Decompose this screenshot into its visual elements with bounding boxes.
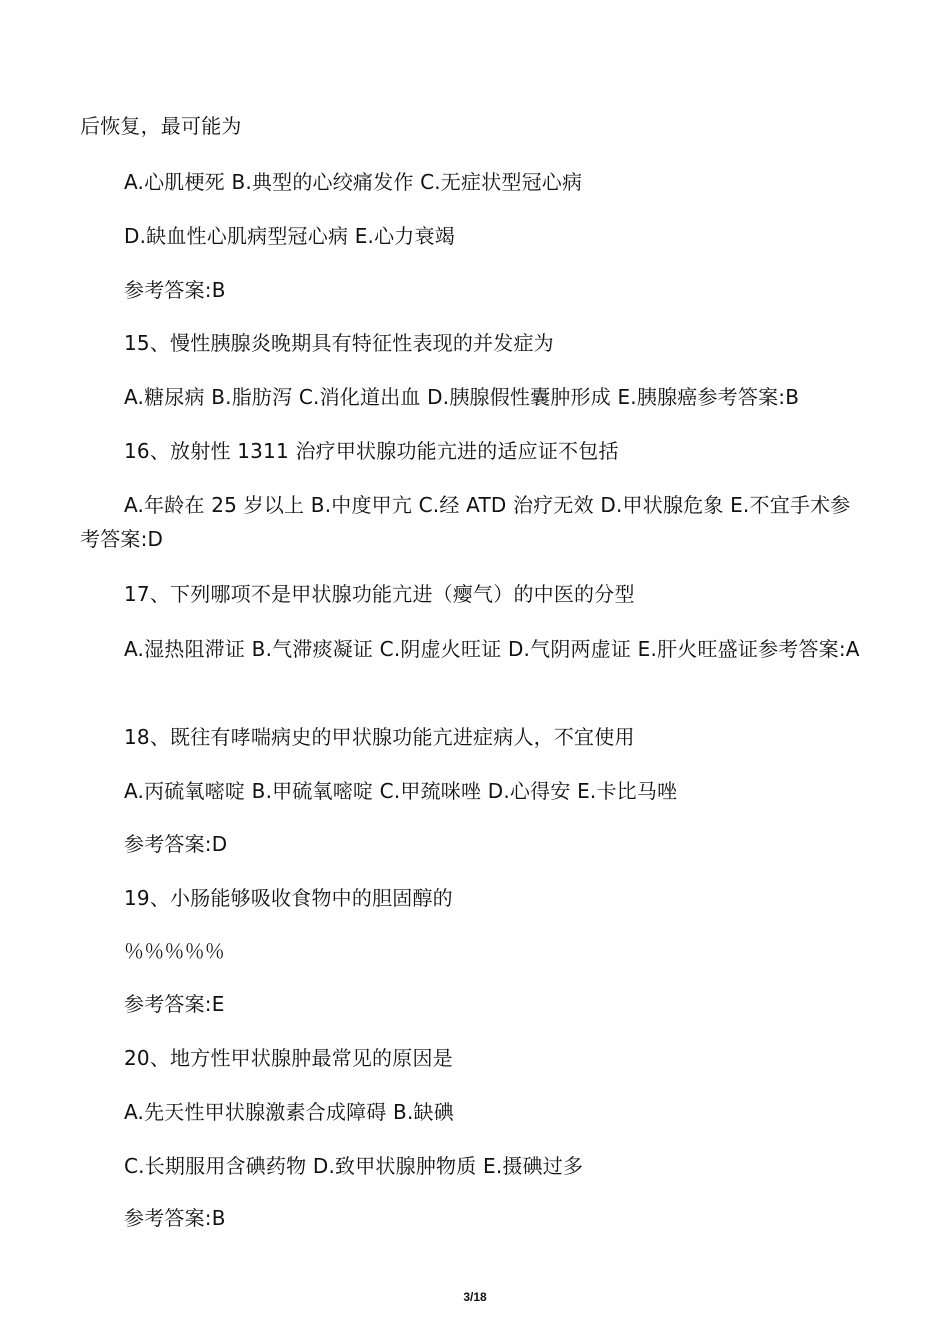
- answer-key: 参考答案:D: [124, 832, 228, 856]
- answer-options: C.长期服用含碘药物 D.致甲状腺肿物质 E.摄碘过多: [124, 1154, 584, 1178]
- answer-options: [80, 488, 870, 556]
- page-number: 3/18: [463, 1290, 487, 1304]
- answer-options: ％％％％％: [124, 939, 225, 963]
- text-line: 后恢复，最可能为: [80, 114, 242, 138]
- answer-options: A.丙硫氧嘧啶 B.甲硫氧嘧啶 C.甲巯咪唑 D.心得安 E.卡比马唑: [124, 779, 678, 803]
- question-16: 16、放射性 1311 治疗甲状腺功能亢进的适应证不包括: [124, 439, 619, 463]
- options-text: A.年龄在 25 岁以上 B.中度甲亢 C.经 ATD 治疗无效 D.甲状腺危象 E.不宜手术参考答案:D: [80, 493, 851, 551]
- question-18: 18、既往有哮喘病史的甲状腺功能亢进症病人，不宜使用: [124, 725, 635, 749]
- answer-options: A.心肌梗死 B.典型的心绞痛发作 C.无症状型冠心病: [124, 170, 583, 194]
- answer-options: D.缺血性心肌病型冠心病 E.心力衰竭: [124, 224, 455, 248]
- options-text: A.湿热阻滞证 B.气滞痰凝证 C.阴虚火旺证 D.气阴两虚证 E.肝火旺盛证参考答案:A: [124, 637, 860, 661]
- answer-key: 参考答案:B: [124, 278, 226, 302]
- question-17: 17、下列哪项不是甲状腺功能亢进（瘿气）的中医的分型: [124, 582, 635, 606]
- question-19: 19、小肠能够吸收食物中的胆固醇的: [124, 886, 453, 910]
- answer-options: A.糖尿病 B.脂肪泻 C.消化道出血 D.胰腺假性囊肿形成 E.胰腺癌参考答案:B: [124, 385, 800, 409]
- answer-options: [80, 632, 870, 666]
- answer-key: 参考答案:B: [124, 1206, 226, 1230]
- question-15: 15、慢性胰腺炎晚期具有特征性表现的并发症为: [124, 331, 554, 355]
- answer-options: A.先天性甲状腺激素合成障碍 B.缺碘: [124, 1100, 454, 1124]
- question-20: 20、地方性甲状腺肿最常见的原因是: [124, 1046, 453, 1070]
- answer-key: 参考答案:E: [124, 992, 225, 1016]
